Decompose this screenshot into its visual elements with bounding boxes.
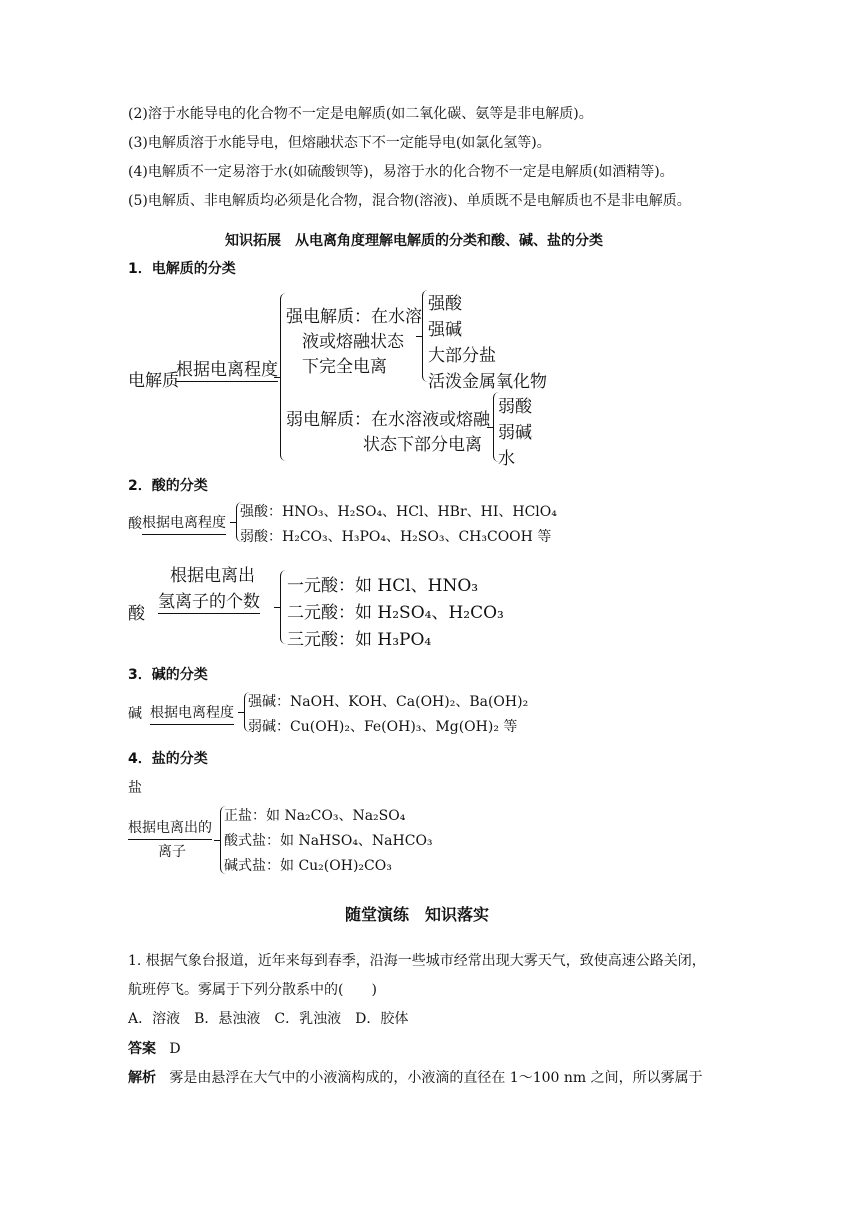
s1-weak-item: 弱酸	[498, 397, 532, 417]
s1-strong-line1: 强电解质：在水溶	[286, 307, 422, 327]
s4-root: 盐	[128, 780, 142, 796]
s2-type: 二元酸：如 H₂SO₄、H₂CO₃	[287, 603, 504, 623]
q1-answer-label: 答案	[128, 1041, 156, 1057]
s1-weak-item: 弱碱	[498, 423, 532, 443]
s3-weak: 弱碱：Cu(OH)₂、Fe(OH)₃、Mg(OH)₂ 等	[248, 719, 518, 735]
extension-title: 知识拓展 从电离角度理解电解质的分类和酸、碱、盐的分类	[225, 233, 603, 249]
s1-strong-item: 大部分盐	[428, 346, 496, 366]
s2-basis2-line1: 根据电离出	[170, 566, 255, 586]
s1-strong-item: 强碱	[428, 320, 462, 340]
q1-analysis: 雾是由悬浮在大气中的小液滴构成的，小液滴的直径在 1～100 nm 之间，所以雾属于	[169, 1070, 703, 1086]
s2-count-brace	[280, 570, 287, 644]
s3-basis: 根据电离程度	[150, 703, 234, 725]
s2-weak-row	[240, 527, 551, 547]
s3-strong: 强碱：NaOH、KOH、Ca(OH)₂、Ba(OH)₂	[248, 694, 529, 710]
s2-weak-list: H₂CO₃、H₃PO₄、H₂SO₃、CH₃COOH 等	[282, 529, 552, 545]
s1-basis: 根据电离程度	[176, 355, 278, 382]
s1-strong-line3: 下完全电离	[302, 357, 387, 377]
s4-type: 酸式盐：如 NaHSO₄、NaHCO₃	[224, 833, 433, 849]
q1-stem-line1: 1. 根据气象台报道，近年来每到春季，沿海一些城市经常出现大雾天气，致使高速公路关闭，	[128, 953, 706, 969]
s2-basis2-line2: 氢离子的个数	[158, 587, 260, 614]
s2-type: 三元酸：如 H₃PO₄	[287, 630, 432, 650]
note-2: (2)溶于水能导电的化合物不一定是电解质(如二氧化碳、氨等是非电解质)。	[128, 106, 593, 122]
q1-answer-row	[128, 1039, 181, 1059]
q1-analysis-row	[128, 1068, 703, 1088]
q1-answer: D	[169, 1041, 181, 1057]
s1-root: 电解质	[128, 371, 179, 391]
s3-heading: 3．碱的分类	[128, 667, 208, 683]
s1-weak-item: 水	[498, 449, 515, 469]
s2-heading: 2．酸的分类	[128, 478, 208, 494]
s4-type: 正盐：如 Na₂CO₃、Na₂SO₄	[224, 808, 406, 824]
q1-stem-line2: 航班停飞。雾属于下列分散系中的( )	[128, 982, 377, 998]
s1-strong-item: 强酸	[428, 294, 462, 314]
s4-basis-line1: 根据电离出的	[128, 818, 212, 840]
s1-heading: 1．电解质的分类	[128, 261, 236, 277]
q1-analysis-label: 解析	[128, 1070, 156, 1086]
s2-type: 一元酸：如 HCl、HNO₃	[287, 576, 479, 596]
s4-type: 碱式盐：如 Cu₂(OH)₂CO₃	[224, 858, 392, 874]
s2-basis: 根据电离程度	[142, 513, 226, 535]
s1-weak-line1: 弱电解质：在水溶液或熔融	[286, 410, 490, 430]
s1-strong-line2: 液或熔融状态	[302, 332, 404, 352]
note-4: (4)电解质不一定易溶于水(如硫酸钡等)，易溶于水的化合物不一定是电解质(如酒精等)。	[128, 164, 674, 180]
s2-strong-label: 强酸：	[240, 504, 282, 520]
s2-weak-label: 弱酸：	[240, 529, 282, 545]
s2-strong-row	[240, 502, 557, 522]
s1-strong-item: 活泼金属氧化物	[428, 372, 547, 392]
practice-title: 随堂演练 知识落实	[345, 905, 490, 924]
s2-root-2: 酸	[128, 604, 145, 624]
s2-root: 酸	[128, 516, 142, 532]
s3-root: 碱	[128, 706, 142, 722]
s4-heading: 4．盐的分类	[128, 751, 208, 767]
s2-strong-list: HNO₃、H₂SO₄、HCl、HBr、HI、HClO₄	[282, 504, 557, 520]
note-3: (3)电解质溶于水能导电，但熔融状态下不一定能导电(如氯化氢等)。	[128, 135, 551, 151]
q1-options: A．溶液 B．悬浊液 C．乳浊液 D．胶体	[128, 1011, 409, 1027]
s4-basis-line2: 离子	[158, 844, 186, 860]
note-5: (5)电解质、非电解质均必须是化合物，混合物(溶液)、单质既不是电解质也不是非电解质。	[128, 193, 691, 209]
s1-weak-line2: 状态下部分电离	[363, 435, 482, 455]
